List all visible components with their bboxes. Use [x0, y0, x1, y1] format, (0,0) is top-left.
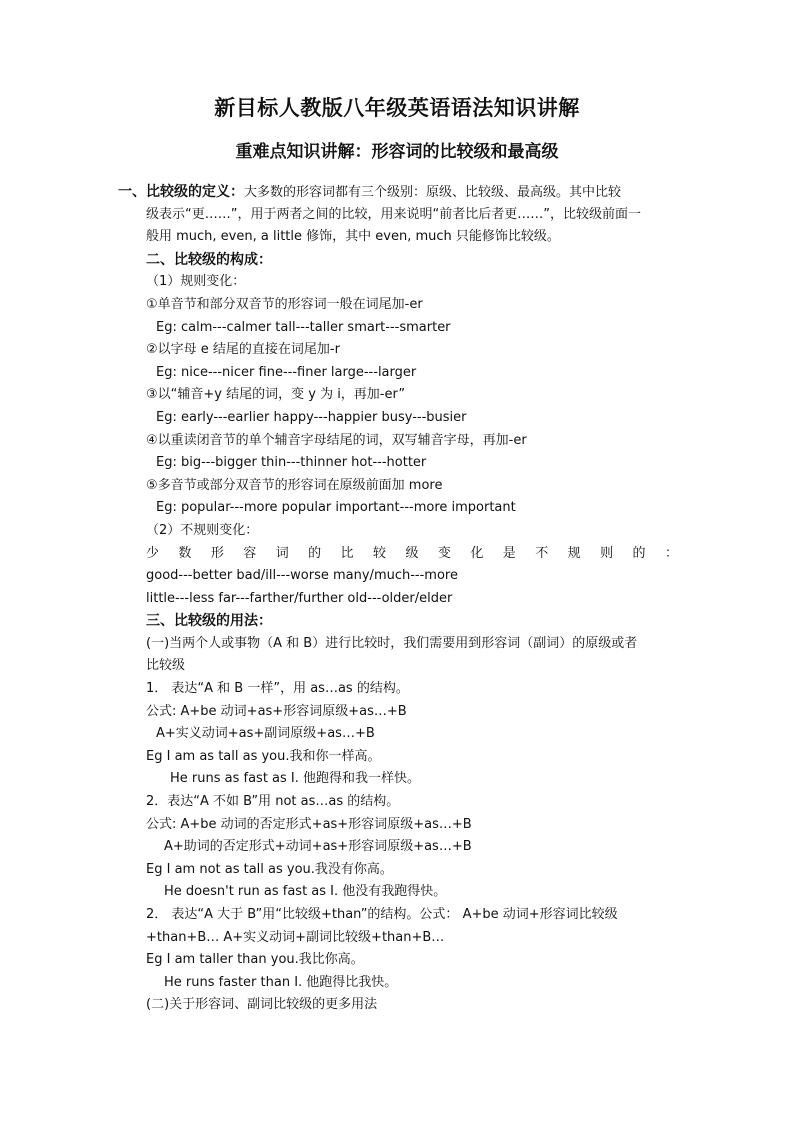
usage-1-example-2: He runs as fast as I. 他跑得和我一样快。	[170, 771, 421, 787]
usage-3-line-1: 2． 表达“A 大于 B”用“比较级+than”的结构。公式： A+be 动词+形容词比较级	[146, 907, 618, 922]
usage-3-example-2: He runs faster than I. 他跑得比我快。	[164, 974, 398, 990]
usage-1-title: 1． 表达“A 和 B 一样”，用 as…as 的结构。	[146, 681, 409, 697]
usage-1-formula-1: 公式: A+be 动词+as+形容词原级+as…+B	[146, 703, 407, 719]
usage-2-formula-1: 公式: A+be 动词的否定形式+as+形容词原级+as…+B	[146, 816, 472, 832]
definition-line-1	[118, 181, 678, 204]
rule-4: ④以重读闭音节的单个辅音字母结尾的词，双写辅音字母，再加-er	[146, 432, 527, 448]
rule-5-example: Eg: popular---more popular important---more important	[156, 500, 516, 516]
rule-2: ②以字母 e 结尾的直接在词尾加-r	[146, 342, 340, 358]
rule-1: ①单音节和部分双音节的形容词一般在词尾加-er	[146, 296, 423, 312]
usage-2-example-1: Eg I am not as tall as you.我没有你高。	[146, 861, 393, 877]
rule-3: ③以“辅音+y 结尾的词，变 y 为 i，再加-er”	[146, 387, 406, 403]
regular-heading: （1）规则变化：	[146, 274, 246, 290]
definition-line-3: 般用 much, even, a little 修饰，其中 even, much 只能修饰比较级。	[146, 229, 560, 245]
section-heading-usage: 三、比较级的用法：	[146, 613, 272, 630]
rule-2-example: Eg: nice---nicer fine---finer large---larger	[156, 364, 417, 380]
rule-1-example: Eg: calm---calmer tall---taller smart---smarter	[156, 319, 451, 335]
definition-line-2: 级表示“更……”，用于两者之间的比较，用来说明“前者比后者更……”，比较级前面一	[146, 206, 641, 222]
usage-part-1-line-2: 比较级	[146, 658, 186, 674]
irregular-example-1: good---better bad/ill---worse many/much---more	[146, 568, 458, 584]
usage-2-example-2: He doesn't run as fast as I. 他没有我跑得快。	[164, 884, 447, 900]
rule-4-example: Eg: big---bigger thin---thinner hot---hotter	[156, 455, 427, 471]
irregular-intro: 少 数 形 容 词 的 比 较 级 变 化 是 不 规 则 的 ：	[146, 545, 678, 561]
usage-part-1-line-1: (一)当两个人或事物（A 和 B）进行比较时，我们需要用到形容词（副词）的原级或者	[146, 635, 638, 651]
usage-3-line-2: +than+B… A+实义动词+副词比较级+than+B…	[146, 929, 445, 945]
page-title: 新目标人教版八年级英语语法知识讲解	[214, 95, 580, 120]
rule-5: ⑤多音节或部分双音节的形容词在原级前面加 more	[146, 477, 443, 493]
usage-1-formula-2: A+实义动词+as+副词原级+as…+B	[156, 726, 375, 742]
definition-text-1: 大多数的形容词都有三个级别：原级、比较级、最高级。其中比较	[244, 185, 622, 200]
irregular-example-2: little---less far---farther/further old---older/elder	[146, 590, 453, 606]
usage-2-formula-2: A+助词的否定形式+动词+as+形容词原级+as…+B	[164, 839, 472, 855]
document-body	[118, 181, 678, 1017]
usage-part-2-heading: (二)关于形容词、副词比较级的更多用法	[146, 997, 378, 1013]
usage-1-example-1: Eg I am as tall as you.我和你一样高。	[146, 748, 381, 764]
irregular-heading: （2）不规则变化：	[146, 522, 259, 538]
section-heading-definition: 一、比较级的定义：	[118, 184, 244, 200]
usage-2-title: 2．表达“A 不如 B”用 not as…as 的结构。	[146, 794, 400, 810]
usage-3-example-1: Eg I am taller than you.我比你高。	[146, 952, 364, 968]
section-heading-formation: 二、比较级的构成：	[146, 251, 272, 268]
page-subtitle: 重难点知识讲解：形容词的比较级和最高级	[235, 142, 559, 162]
rule-3-example: Eg: early---earlier happy---happier busy---busier	[156, 409, 467, 425]
